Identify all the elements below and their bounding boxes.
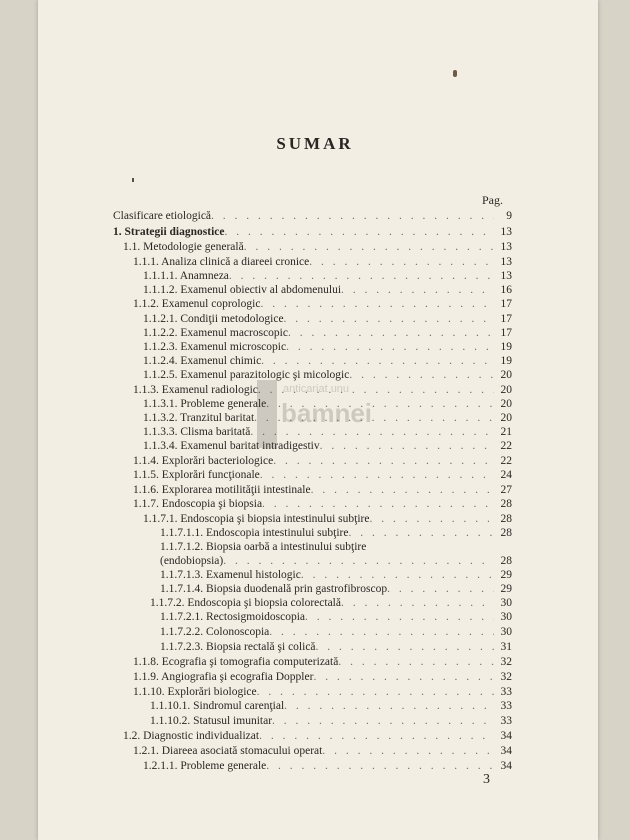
toc-entry-label: 1.1.7.1.3. Examenul histologic: [160, 569, 301, 581]
toc-entry-label: 1.1.2.4. Examenul chimic: [143, 355, 262, 367]
toc-entry-page: 17: [500, 298, 512, 310]
toc-entry-label: 1.1.7. Endoscopia şi biopsia: [133, 498, 263, 510]
toc-entry: [160, 527, 512, 540]
toc-leader-dots: [349, 369, 494, 382]
toc-entry: [133, 469, 512, 482]
toc-entry-page: 27: [500, 484, 512, 496]
toc-entry-label: 1.2.1.1. Probleme generale: [143, 760, 267, 772]
toc-leader-dots: [211, 210, 494, 223]
toc-leader-dots: [266, 760, 494, 773]
toc-leader-dots: [254, 412, 494, 425]
toc-entry-label: 1.1.6. Explorarea motilităţii intestinale: [133, 484, 311, 496]
toc-entry-label: 1.1.5. Explorări funcţionale: [133, 469, 260, 481]
toc-entry: [143, 369, 512, 382]
toc-leader-dots: [250, 426, 494, 439]
toc-entry-label: 1.1.10.1. Sindromul carenţial: [150, 700, 285, 712]
page-number: 3: [483, 772, 490, 787]
toc-entry-page: 13: [500, 241, 512, 253]
toc-leader-dots: [229, 270, 494, 283]
toc-entry-page: 33: [500, 715, 512, 727]
toc-entry: [143, 440, 512, 453]
toc-entry-page: 24: [500, 469, 512, 481]
toc-entry-label: 1.1.2.1. Condiţii metodologice: [143, 313, 284, 325]
toc-entry-label: 1.1.7.1.4. Biopsia duodenală prin gastrofibroscop: [160, 583, 388, 595]
toc-entry: [143, 284, 512, 297]
toc-leader-dots: [273, 455, 494, 468]
watermark-text: bamnei: [281, 398, 373, 428]
toc-leader-dots: [224, 226, 494, 239]
toc-entry-label: 1.1.3.2. Tranzitul baritat: [143, 412, 255, 424]
toc-entry-page: 20: [500, 398, 512, 410]
toc-entry: [123, 730, 512, 743]
toc-leader-dots: [257, 686, 494, 699]
toc-entry-label: 1.1.7.2.2. Colonoscopia: [160, 626, 270, 638]
toc-entry: [160, 555, 512, 568]
toc-leader-dots: [258, 384, 494, 397]
toc-entry-page: 21: [500, 426, 512, 438]
toc-entry: [133, 498, 512, 511]
toc-entry-page: 17: [500, 313, 512, 325]
toc-leader-dots: [284, 313, 494, 326]
toc-entry: [123, 241, 512, 254]
toc-entry: [133, 384, 512, 397]
toc-entry-page: 30: [500, 611, 512, 623]
toc-entry-page: 22: [500, 440, 512, 452]
toc-entry-label: 1.1.9. Angiografia şi ecografia Doppler: [133, 671, 314, 683]
page-column-header: Pag.: [482, 193, 503, 207]
toc-entry-page: 28: [500, 555, 512, 567]
toc-entry-page: 13: [500, 256, 512, 268]
toc-entry-label: 1. Strategii diagnostice: [113, 226, 225, 238]
toc-entry: [113, 210, 512, 223]
toc-entry: [143, 313, 512, 326]
toc-entry: [143, 412, 512, 425]
toc-leader-dots: [284, 700, 494, 713]
toc-entry-page: 31: [500, 641, 512, 653]
toc-entry-label: 1.1.7.1.1. Endoscopia intestinului subţire: [160, 527, 349, 539]
toc-entry-page: 30: [500, 597, 512, 609]
toc-entry: [143, 398, 512, 411]
toc-entry: [160, 569, 512, 582]
toc-entry-label: 1.1.7.2. Endoscopia şi biopsia colorectală: [150, 597, 341, 609]
toc-leader-dots: [348, 527, 494, 540]
toc-entry-page: 20: [500, 384, 512, 396]
toc-entry-label: 1.1.3.4. Examenul baritat intradigestiv: [143, 440, 320, 452]
toc-leader-dots: [305, 611, 494, 624]
toc-entry: [133, 256, 512, 269]
toc-entry-label: 1.1.2.5. Examenul parazitologic şi micologic: [143, 369, 350, 381]
toc-entry: [143, 513, 512, 526]
toc-entry: [133, 745, 512, 758]
toc-entry-page: 32: [500, 656, 512, 668]
toc-entry: [113, 226, 512, 239]
toc-entry-label: 1.1.2.3. Examenul microscopic: [143, 341, 287, 353]
toc-entry-page: 29: [500, 583, 512, 595]
toc-entry-label: 1.1.7.1. Endoscopia şi biopsia intestinului subţire: [143, 513, 370, 525]
toc-entry-page: 19: [500, 341, 512, 353]
toc-leader-dots: [316, 641, 494, 654]
toc-entry-page: 30: [500, 626, 512, 638]
toc-entry-page: 29: [500, 569, 512, 581]
toc-entry-label: 1.1.4. Explorări bacteriologice: [133, 455, 274, 467]
toc-entry-page: 28: [500, 513, 512, 525]
toc-entry-label: 1.1.10. Explorări biologice: [133, 686, 257, 698]
toc-entry-page: 32: [500, 671, 512, 683]
toc-entry: [150, 700, 512, 713]
toc-leader-dots: [309, 256, 494, 269]
toc-entry: [160, 583, 512, 596]
toc-entry-page: 9: [506, 210, 512, 222]
toc-entry-label: 1.2.1. Diareea asociată stomacului operat: [133, 745, 323, 757]
toc-entry: [160, 641, 512, 654]
toc-entry: [133, 686, 512, 699]
toc-entry-label: 1.1.2. Examenul coprologic: [133, 298, 261, 310]
toc-entry: [143, 327, 512, 340]
watermark-text: anticariat unu: [283, 383, 350, 395]
toc-leader-dots: [341, 597, 494, 610]
toc-leader-dots: [223, 555, 494, 568]
toc-entry-page: 16: [500, 284, 512, 296]
toc-leader-dots: [286, 341, 494, 354]
toc-entry-page: 28: [500, 498, 512, 510]
toc-entry-page: 19: [500, 355, 512, 367]
toc-entry: [133, 671, 512, 684]
toc-entry-label: 1.1.1. Analiza clinică a diareei cronice: [133, 256, 310, 268]
toc-entry: [143, 341, 512, 354]
toc-entry-label: 1.1.1.2. Examenul obiectiv al abdomenului: [143, 284, 342, 296]
page-title: SUMAR: [276, 134, 354, 153]
toc-leader-dots: [322, 745, 494, 758]
toc-leader-dots: [262, 498, 494, 511]
toc-entry-page: 13: [500, 226, 512, 238]
toc-entry-label: 1.1.7.2.3. Biopsia rectală şi colică: [160, 641, 316, 653]
toc-leader-dots: [341, 284, 494, 297]
toc-entry-label: 1.1.2.2. Examenul macroscopic: [143, 327, 288, 339]
toc-entry-label: 1.1.3.3. Clisma baritată: [143, 426, 251, 438]
toc-entry-label: 1.1.7.2.1. Rectosigmoidoscopia: [160, 611, 306, 623]
toc-leader-dots: [311, 484, 494, 497]
toc-entry: [150, 597, 512, 610]
toc-leader-dots: [288, 327, 494, 340]
toc-entry-page: 33: [500, 700, 512, 712]
toc-entry: [133, 484, 512, 497]
toc-leader-dots: [261, 355, 494, 368]
toc-entry: [160, 626, 512, 639]
toc-entry: [160, 541, 512, 554]
toc-entry-label: Clasificare etiologică: [113, 210, 212, 222]
toc-leader-dots: [260, 469, 494, 482]
toc-entry: [150, 715, 512, 728]
toc-leader-dots: [266, 398, 494, 411]
toc-entry: [133, 656, 512, 669]
toc-entry: [143, 355, 512, 368]
toc-leader-dots: [244, 241, 494, 254]
toc-entry-label: (endobiopsia): [160, 555, 224, 567]
toc-entry-page: 34: [500, 760, 512, 772]
toc-entry-page: 28: [500, 527, 512, 539]
toc-entry: [143, 270, 512, 283]
toc-entry-label: 1.1.8. Ecografia şi tomografia computerizată: [133, 656, 339, 668]
toc-leader-dots: [269, 626, 494, 639]
toc-leader-dots: [320, 440, 494, 453]
toc-entry-label: 1.1.1.1. Anamneza: [143, 270, 229, 282]
toc-leader-dots: [301, 569, 494, 582]
toc-entry: [133, 455, 512, 468]
toc-entry-page: 17: [500, 327, 512, 339]
toc-entry-label: 1.1.10.2. Statusul imunitar: [150, 715, 273, 727]
toc-entry-label: 1.1.3.1. Probleme generale: [143, 398, 267, 410]
toc-entry-page: 34: [500, 730, 512, 742]
toc-entry: [143, 760, 512, 773]
toc-leader-dots: [369, 513, 494, 526]
toc-leader-dots: [260, 298, 494, 311]
toc-entry-label: 1.2. Diagnostic individualizat: [123, 730, 260, 742]
toc-leader-dots: [338, 656, 494, 669]
toc-entry-page: 33: [500, 686, 512, 698]
toc-entry-label: 1.1. Metodologie generală: [123, 241, 244, 253]
toc-entry-page: 20: [500, 369, 512, 381]
toc-leader-dots: [259, 730, 494, 743]
toc-entry-page: 22: [500, 455, 512, 467]
toc-entry: [133, 298, 512, 311]
toc-leader-dots: [366, 541, 494, 554]
toc-entry-page: [494, 541, 512, 554]
toc-entry: [160, 611, 512, 624]
toc-leader-dots: [387, 583, 494, 596]
toc-entry-page: 13: [500, 270, 512, 282]
toc-entry-page: 34: [500, 745, 512, 757]
toc-entry-label: 1.1.3. Examenul radiologic: [133, 384, 258, 396]
toc-entry-label: 1.1.7.1.2. Biopsia oarbă a intestinului subţire: [160, 541, 367, 553]
toc-entry: [143, 426, 512, 439]
toc-entry-page: 20: [500, 412, 512, 424]
toc-leader-dots: [313, 671, 494, 684]
toc-leader-dots: [272, 715, 494, 728]
